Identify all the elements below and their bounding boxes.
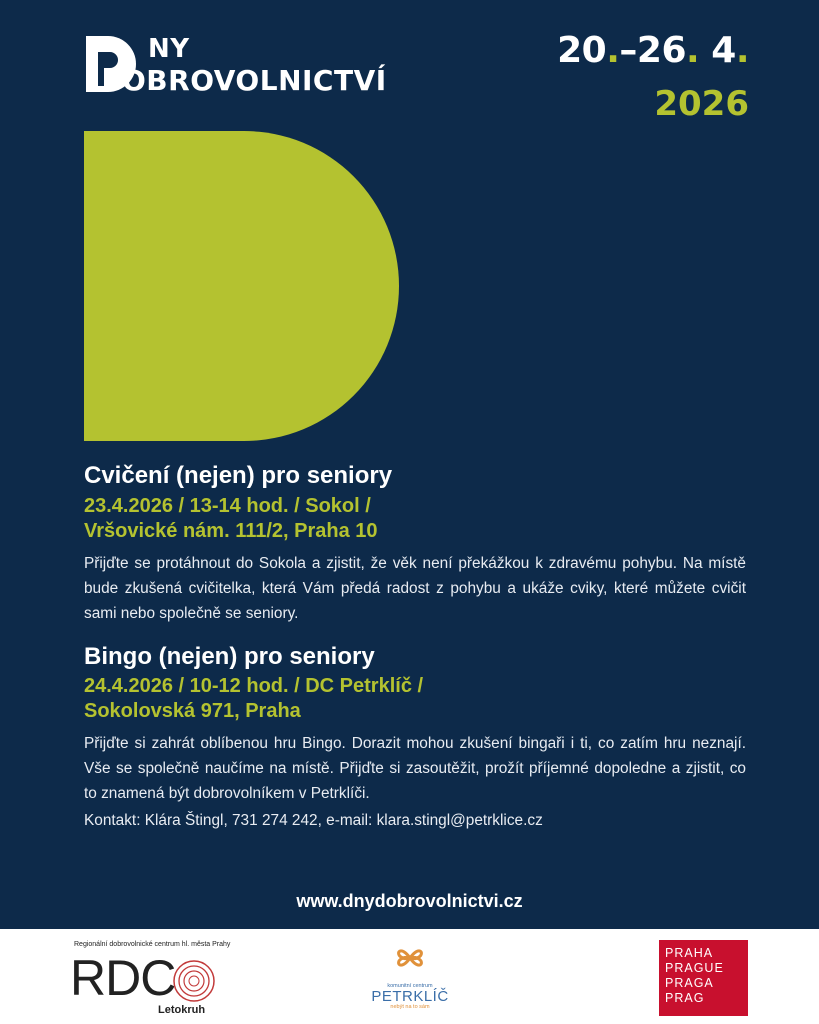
primrose-flower-icon bbox=[387, 935, 433, 981]
event-item bbox=[84, 643, 746, 808]
praha-logo-row: PRAHA bbox=[665, 946, 714, 960]
event-meta-line: Sokolovská 971, Praha bbox=[84, 700, 301, 723]
event-title: Bingo (nejen) pro seniory bbox=[84, 642, 375, 670]
event-item bbox=[84, 462, 746, 627]
sponsor-footer bbox=[0, 929, 819, 1024]
rdc-logo bbox=[70, 939, 231, 1019]
praha-logo-row: PRAGUE bbox=[665, 961, 724, 975]
date-part: 20 bbox=[557, 30, 607, 71]
big-d-shape bbox=[84, 131, 404, 441]
rdc-letters: RDC bbox=[70, 950, 176, 1006]
petrklic-tagline: nebýt na to sám bbox=[390, 1004, 430, 1010]
date-dot: . bbox=[735, 30, 749, 71]
event-description: Přijďte se protáhnout do Sokola a zjistit, že věk není překážkou k zdravému pohybu. Na místě bude zkušená cvičitelka, která Vám předá radost z pohybu a ukáže cviky, které můžete cvičit sami nebo společně se seniory. bbox=[84, 554, 746, 622]
events-list bbox=[84, 462, 746, 834]
event-meta-line: Vršovické nám. 111/2, Praha 10 bbox=[84, 519, 378, 542]
website-link[interactable]: www.dnydobrovolnictvi.cz bbox=[296, 891, 523, 911]
event-meta-line: 23.4.2026 / 13-14 hod. / Sokol / bbox=[84, 494, 371, 517]
petrklic-caption: komunitní centrum bbox=[387, 983, 433, 989]
logo-text-ny: NY bbox=[148, 34, 190, 64]
event-meta bbox=[84, 674, 746, 724]
praha-logo-row: PRAGA bbox=[665, 976, 714, 990]
event-title: Cvičení (nejen) pro seniory bbox=[84, 462, 393, 489]
rdc-caption: Regionální dobrovolnické centrum hl. města Prahy bbox=[74, 941, 231, 948]
event-meta-line: 24.4.2026 / 10-12 hod. / DC Petrklíč / bbox=[84, 675, 424, 698]
petrklic-name: PETRKLÍČ bbox=[371, 988, 449, 1005]
date-part: 4 bbox=[699, 30, 736, 71]
praha-logo-row: PRAG bbox=[665, 991, 705, 1005]
rdc-subtitle: Letokruh bbox=[158, 1004, 206, 1016]
date-range bbox=[557, 30, 749, 71]
date-dot: . bbox=[686, 30, 700, 71]
year: 2026 bbox=[654, 84, 749, 124]
tree-rings-icon bbox=[170, 957, 218, 1005]
petrklic-logo bbox=[360, 935, 460, 1023]
dny-dobrovolnictvi-logo bbox=[84, 34, 444, 98]
contact-info: Kontakt: Klára Štingl, 731 274 242, e-mail: klara.stingl@petrklice.cz bbox=[84, 812, 543, 830]
praha-logo bbox=[659, 940, 748, 1016]
date-part: –26 bbox=[619, 30, 687, 71]
date-dot: . bbox=[606, 30, 620, 71]
event-description: Přijďte si zahrát oblíbenou hru Bingo. Dorazit mohou zkušení bingaři i ti, co zatím hru neznají. Vše se společně naučíme na místě. Přijďte si zasoutěžit, prožít příjemné dopoledne a zjistit, co to znamená být dobrovolníkem v Petrklíči. bbox=[84, 735, 746, 803]
event-meta bbox=[84, 494, 746, 544]
logo-text-dobrovolnictvi: OBROVOLNICTVÍ bbox=[122, 64, 387, 97]
